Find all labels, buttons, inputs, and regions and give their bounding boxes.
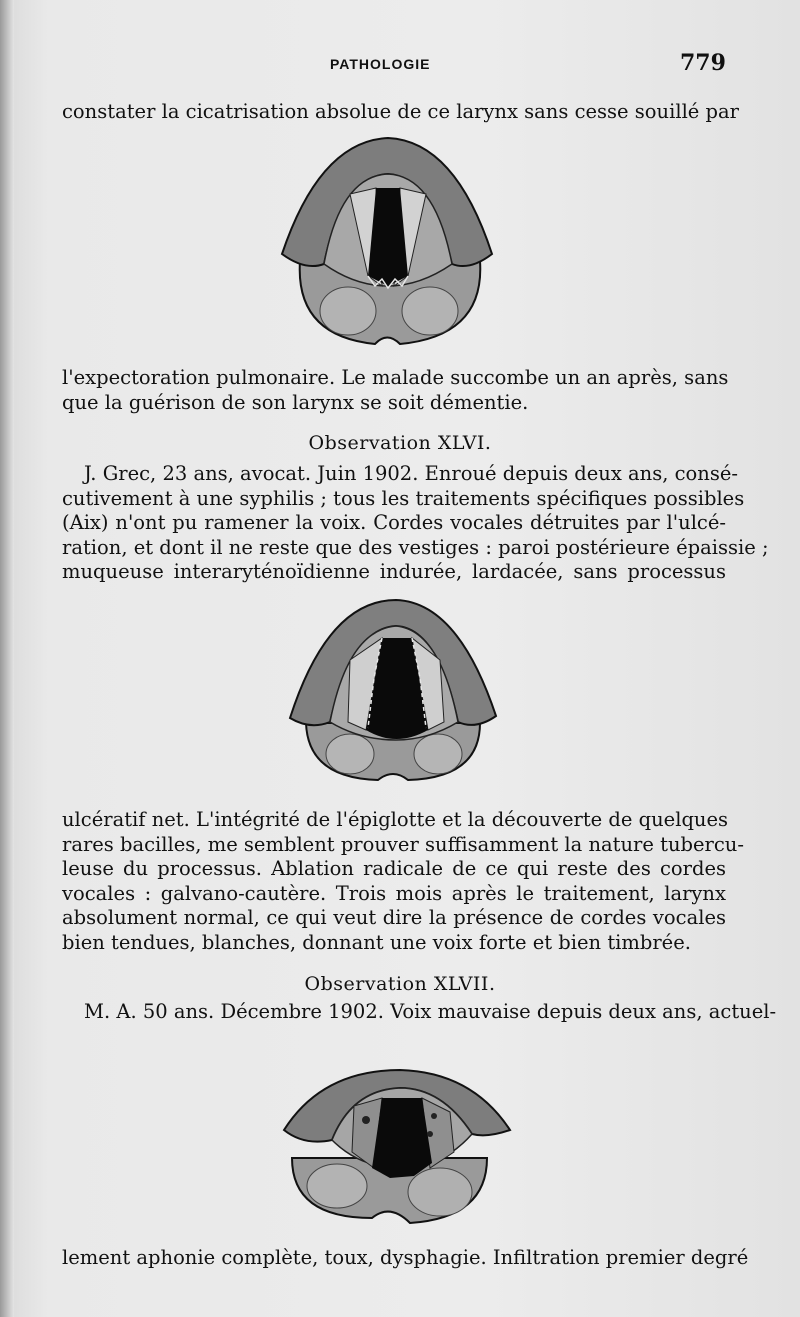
text-line: bien tendues, blanches, donnant une voix forte et bien timbrée. <box>62 930 691 954</box>
paragraph-1 <box>62 100 739 125</box>
text-line: que la guérison de son larynx se soit démentie. <box>62 390 529 414</box>
larynx-figure-1 <box>280 136 495 351</box>
paragraph-5 <box>62 1000 777 1025</box>
paragraph-2 <box>62 366 729 415</box>
paragraph-3 <box>62 462 769 585</box>
larynx-illustration-3 <box>282 1068 512 1228</box>
larynx-illustration-2 <box>288 598 498 786</box>
text-line: rares bacilles, me semblent prouver suffisamment la nature tubercu- <box>62 832 744 856</box>
text-line: vocales : galvano-cautère. Trois mois après le traitement, larynx <box>62 881 726 905</box>
running-head-title: PATHOLOGIE <box>330 56 431 72</box>
text-line: constater la cicatrisation absolue de ce larynx sans cesse souillé par <box>62 100 739 123</box>
text-line: M. A. 50 ans. Décembre 1902. Voix mauvaise depuis deux ans, actuel- <box>84 1000 777 1023</box>
text-line: J. Grec, 23 ans, avocat. Juin 1902. Enroué depuis deux ans, consé- <box>84 462 738 485</box>
text-line: ration, et dont il ne reste que des vestiges : paroi postérieure épaissie ; <box>62 535 769 559</box>
observation-heading-47: Observation XLVII. <box>304 973 496 995</box>
larynx-figure-2 <box>288 598 498 786</box>
larynx-figure-3 <box>282 1068 512 1228</box>
text-line: lement aphonie complète, toux, dysphagie. Infiltration premier degré <box>62 1246 749 1269</box>
running-head <box>0 50 800 80</box>
text-line: leuse du processus. Ablation radicale de ce qui reste des cordes <box>62 857 726 880</box>
page-gutter-shadow <box>0 0 14 1317</box>
text-line: cutivement à une syphilis ; tous les traitements spécifiques possibles <box>62 486 745 510</box>
page-number: 779 <box>680 50 726 76</box>
text-line: muqueuse interaryténoïdienne indurée, lardacée, sans processus <box>62 560 726 583</box>
paragraph-6 <box>62 1246 749 1271</box>
text-line: (Aix) n'ont pu ramener la voix. Cordes vocales détruites par l'ulcé- <box>62 511 726 534</box>
paragraph-4 <box>62 808 744 955</box>
larynx-illustration-1 <box>280 136 495 351</box>
text-line: absolument normal, ce qui veut dire la présence de cordes vocales <box>62 906 726 929</box>
text-line: l'expectoration pulmonaire. Le malade succombe un an après, sans <box>62 366 729 389</box>
observation-heading-46: Observation XLVI. <box>308 432 492 454</box>
text-line: ulcératif net. L'intégrité de l'épiglotte et la découverte de quelques <box>62 808 729 831</box>
